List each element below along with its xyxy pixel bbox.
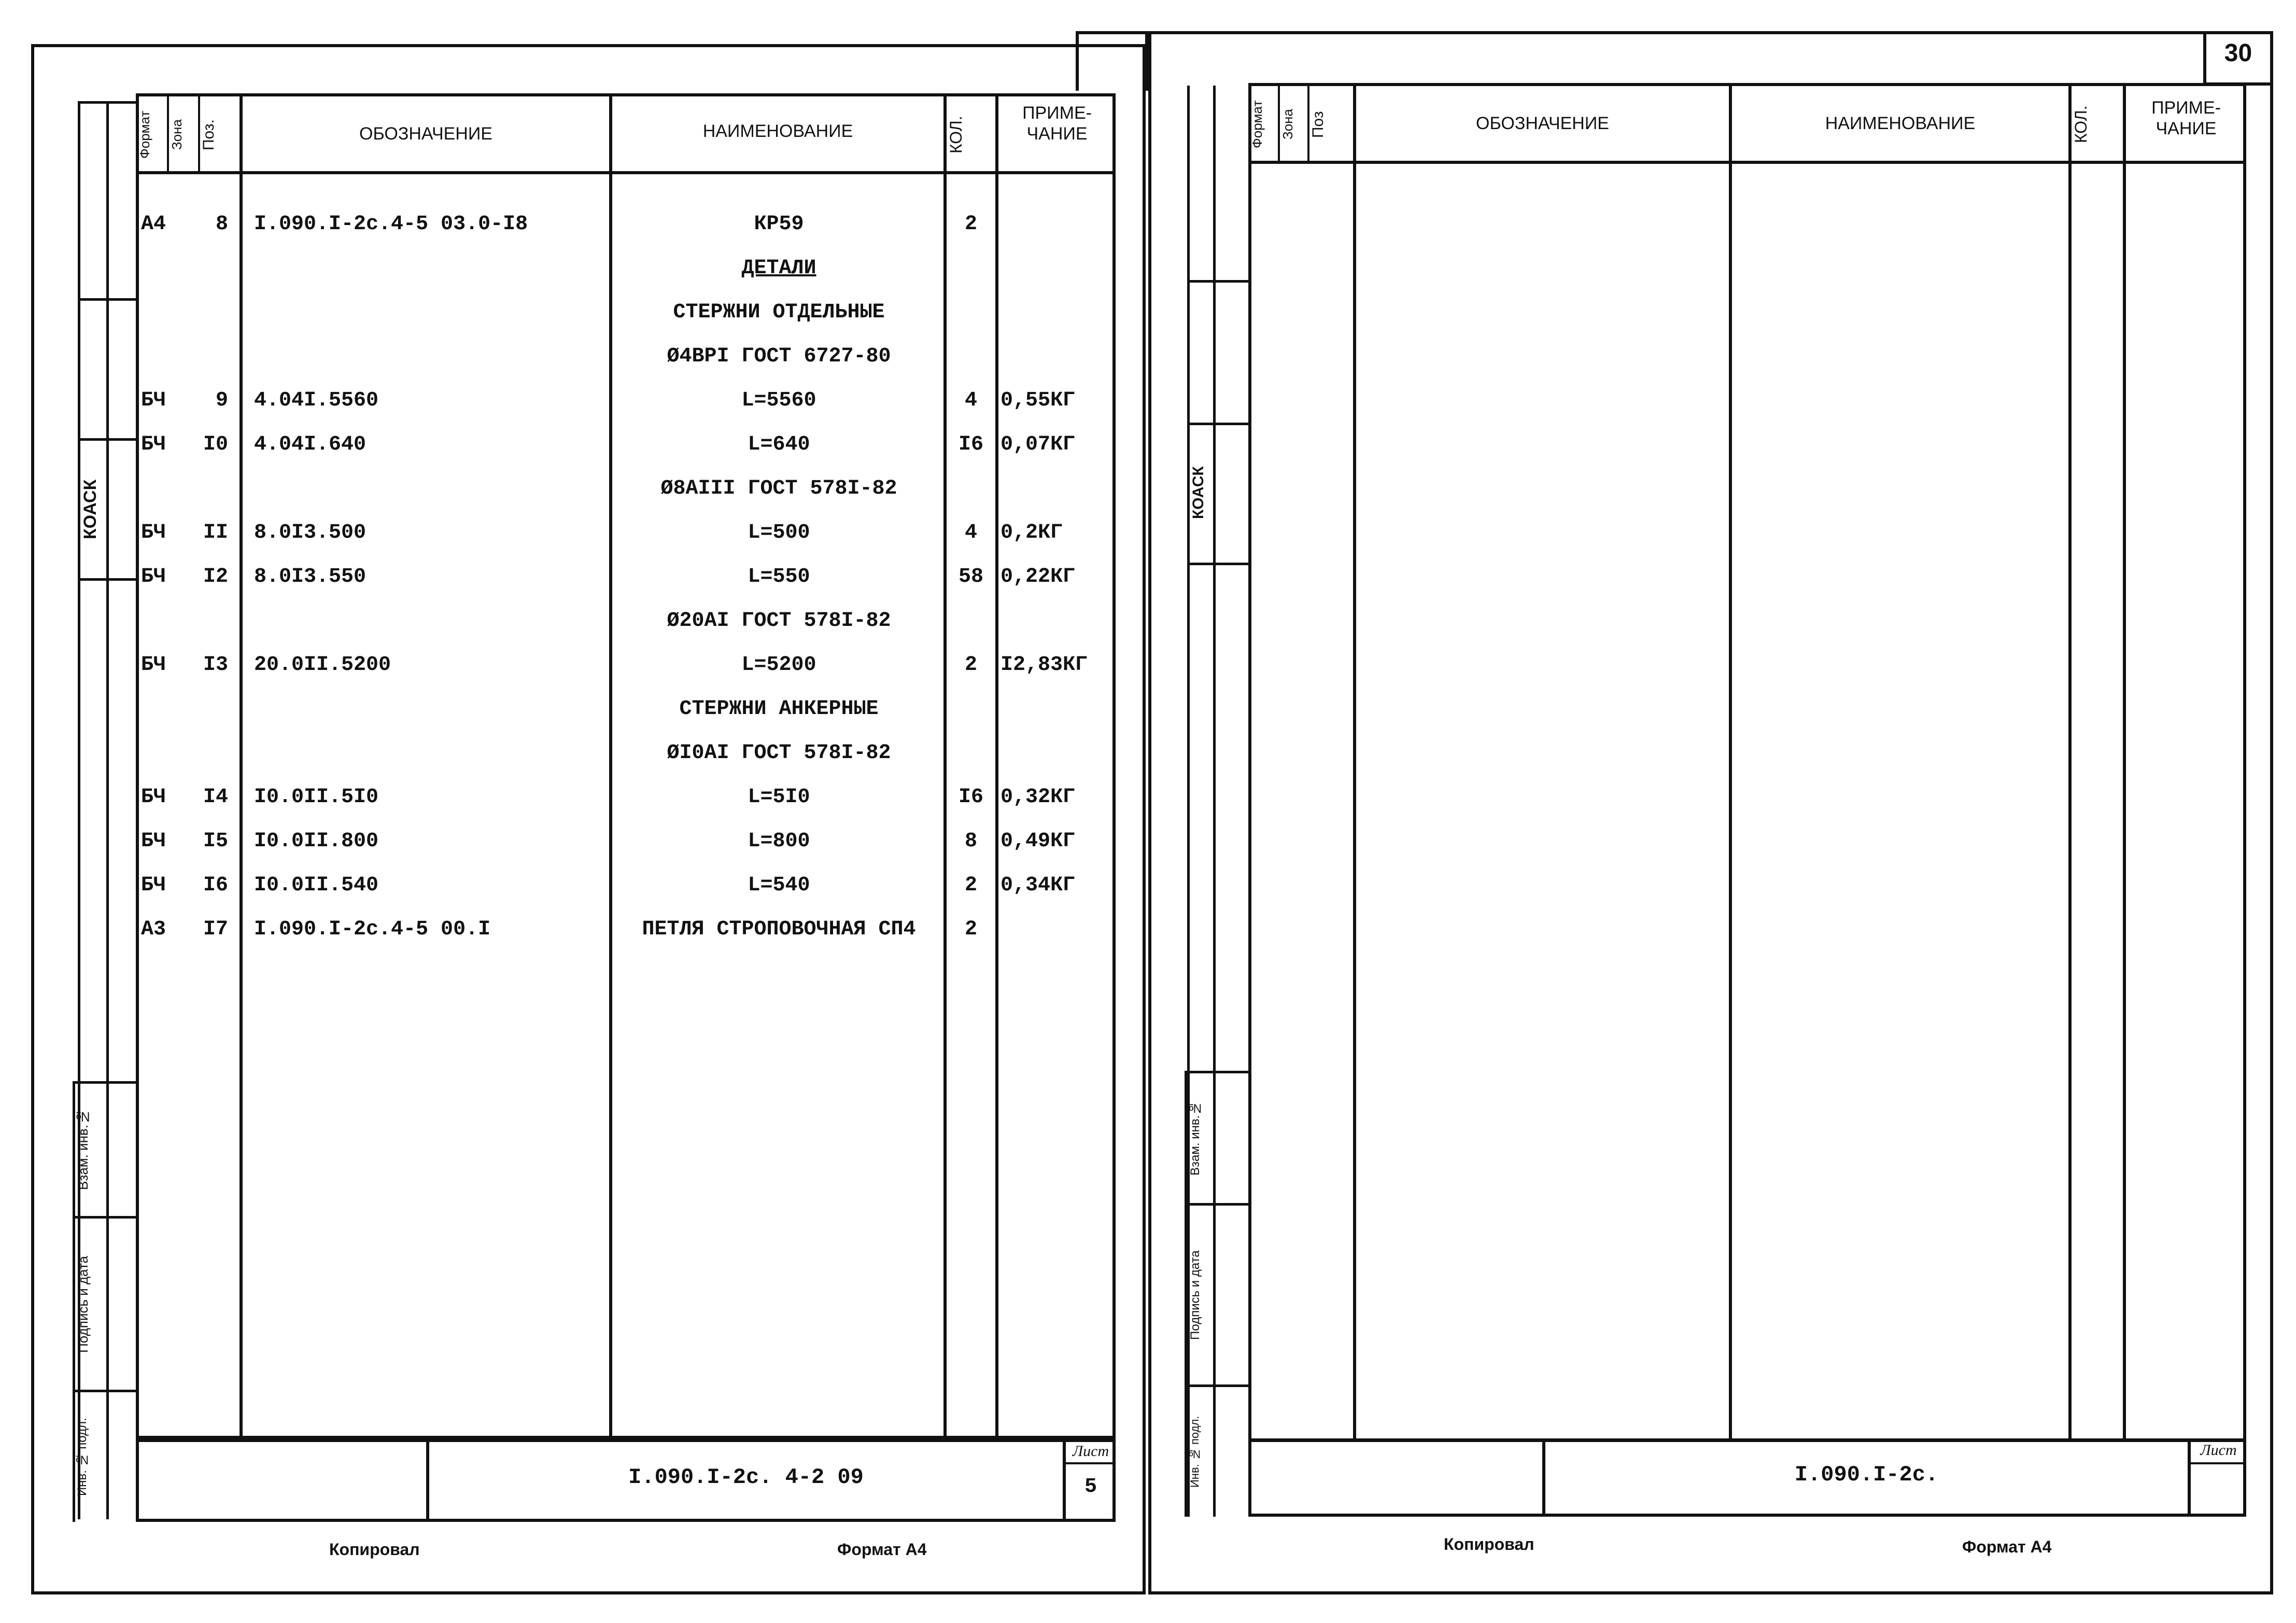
- row-oboznachenie: I.090.I-2с.4-5 03.0-I8: [254, 213, 528, 236]
- left-title-designation: I.090.I-2с. 4-2 09: [628, 1465, 864, 1490]
- row-format: БЧ: [141, 565, 166, 589]
- row-poz: I4: [203, 786, 228, 809]
- row-kol: 4: [964, 389, 977, 412]
- row-naimenovanie: СТЕРЖНИ АНКЕРНЫЕ: [679, 697, 879, 721]
- row-naimenovanie: L=5I0: [748, 786, 810, 809]
- left-stamp-koask: КОАСК: [80, 479, 100, 540]
- row-format: А3: [141, 918, 166, 941]
- right-header-primechanie-2: ЧАНИЕ: [2156, 119, 2217, 138]
- row-naimenovanie: Ø20АI ГОСТ 578I-82: [667, 609, 891, 633]
- left-footer-kopiroval: Копировал: [329, 1540, 420, 1559]
- header-poz: Поз.: [200, 119, 217, 150]
- row-primechanie: 0,55КГ: [1001, 389, 1076, 412]
- right-podpis-data: Подпись и дата: [1188, 1250, 1202, 1340]
- left-podpis-data: Подпись и дата: [75, 1255, 91, 1353]
- right-title-designation: I.090.I-2с.: [1794, 1462, 1939, 1487]
- left-corner-box: [1076, 31, 1148, 91]
- left-vzam-inv: Взам. инв.№: [75, 1109, 91, 1191]
- left-table-frame: [136, 93, 1116, 1439]
- right-header-poz: Поз: [1309, 111, 1327, 138]
- left-inv-podl: Инв. № подл.: [75, 1418, 89, 1496]
- row-kol: 8: [964, 830, 977, 853]
- row-kol: I6: [958, 786, 983, 809]
- right-header-divider: [1248, 161, 2246, 164]
- row-format: БЧ: [141, 830, 166, 853]
- right-header-oboznachenie: ОБОЗНАЧЕНИЕ: [1476, 114, 1609, 133]
- row-primechanie: 0,32КГ: [1001, 786, 1076, 809]
- right-header-naimenovanie: НАИМЕНОВАНИЕ: [1825, 114, 1976, 133]
- row-primechanie: I2,83КГ: [1001, 653, 1088, 677]
- row-format: БЧ: [141, 389, 166, 412]
- row-naimenovanie: Ø8АIII ГОСТ 578I-82: [660, 477, 897, 500]
- row-primechanie: 0,2КГ: [1001, 521, 1063, 544]
- row-naimenovanie: ØI0АI ГОСТ 578I-82: [667, 741, 891, 765]
- row-naimenovanie: КР59: [754, 213, 804, 236]
- left-title-list-number: 5: [1084, 1475, 1097, 1499]
- row-oboznachenie: I0.0II.5I0: [254, 786, 379, 809]
- row-oboznachenie: 4.04I.640: [254, 433, 367, 456]
- row-poz: I3: [203, 653, 228, 677]
- row-naimenovanie: СТЕРЖНИ ОТДЕЛЬНЫЕ: [673, 301, 885, 324]
- right-header-kol: КОЛ.: [2072, 105, 2090, 144]
- row-kol: 2: [964, 213, 977, 236]
- row-poz: I6: [203, 874, 228, 897]
- row-kol: I6: [958, 433, 983, 456]
- row-poz: 9: [215, 389, 228, 412]
- header-zona: Зона: [169, 119, 185, 150]
- row-naimenovanie: L=640: [748, 433, 810, 456]
- row-format: БЧ: [141, 433, 166, 456]
- right-footer-format: Формат А4: [1962, 1537, 2052, 1556]
- row-oboznachenie: I0.0II.800: [254, 830, 379, 853]
- row-oboznachenie: 20.0II.5200: [254, 653, 391, 677]
- right-header-primechanie-1: ПРИМЕ-: [2151, 98, 2221, 118]
- right-vzam-inv: Взам. инв.№: [1188, 1101, 1202, 1176]
- row-kol: 2: [964, 918, 977, 941]
- row-format: БЧ: [141, 874, 166, 897]
- right-header-zona: Зона: [1280, 109, 1295, 140]
- row-primechanie: 0,34КГ: [1001, 874, 1076, 897]
- right-header-format: Формат: [1249, 100, 1265, 149]
- row-format: А4: [141, 213, 166, 236]
- row-naimenovanie: L=500: [748, 521, 810, 544]
- row-primechanie: 0,22КГ: [1001, 565, 1076, 589]
- row-poz: I5: [203, 830, 228, 853]
- right-page-number: 30: [2224, 39, 2252, 67]
- row-kol: 58: [958, 565, 983, 589]
- row-poz: 8: [215, 213, 228, 236]
- row-oboznachenie: 8.0I3.500: [254, 521, 367, 544]
- row-primechanie: 0,49КГ: [1001, 830, 1076, 853]
- row-naimenovanie: L=550: [748, 565, 810, 589]
- header-kol: КОЛ.: [947, 116, 965, 154]
- row-format: БЧ: [141, 521, 166, 544]
- row-poz: I7: [203, 918, 228, 941]
- row-naimenovanie: L=5200: [741, 653, 816, 677]
- row-naimenovanie: Ø4ВРI ГОСТ 6727-80: [667, 345, 891, 368]
- header-naimenovanie: НАИМЕНОВАНИЕ: [702, 121, 853, 141]
- row-kol: 4: [964, 521, 977, 544]
- right-stamp-koask: КОАСК: [1190, 466, 1207, 519]
- row-naimenovanie: L=540: [748, 874, 810, 897]
- row-oboznachenie: I.090.I-2с.4-5 00.I: [254, 918, 491, 941]
- row-format: БЧ: [141, 786, 166, 809]
- row-kol: 2: [964, 653, 977, 677]
- row-poz: I2: [203, 565, 228, 589]
- left-title-list-label: Лист: [1072, 1443, 1109, 1460]
- row-poz: I0: [203, 433, 228, 456]
- row-primechanie: 0,07КГ: [1001, 433, 1076, 456]
- right-inv-podl: Инв. № подл.: [1188, 1416, 1201, 1488]
- header-oboznachenie: ОБОЗНАЧЕНИЕ: [359, 124, 492, 144]
- right-footer-kopiroval: Копировал: [1444, 1535, 1534, 1554]
- row-oboznachenie: 4.04I.5560: [254, 389, 379, 412]
- header-format: Формат: [137, 110, 152, 159]
- row-oboznachenie: 8.0I3.550: [254, 565, 367, 589]
- row-naimenovanie: L=5560: [741, 389, 816, 412]
- right-table-frame: [1248, 83, 2246, 1442]
- left-footer-format: Формат А4: [837, 1540, 927, 1559]
- right-title-list-label: Лист: [2200, 1442, 2237, 1459]
- row-oboznachenie: I0.0II.540: [254, 874, 379, 897]
- left-header-divider: [136, 171, 1116, 174]
- header-primechanie-2: ЧАНИЕ: [1026, 124, 1088, 144]
- header-primechanie-1: ПРИМЕ-: [1022, 103, 1092, 123]
- row-naimenovanie: L=800: [748, 830, 810, 853]
- row-poz: II: [203, 521, 228, 544]
- row-naimenovanie: ПЕТЛЯ СТРОПОВОЧНАЯ СП4: [642, 918, 916, 941]
- row-naimenovanie: ДЕТАЛИ: [741, 257, 816, 280]
- row-kol: 2: [964, 874, 977, 897]
- row-format: БЧ: [141, 653, 166, 677]
